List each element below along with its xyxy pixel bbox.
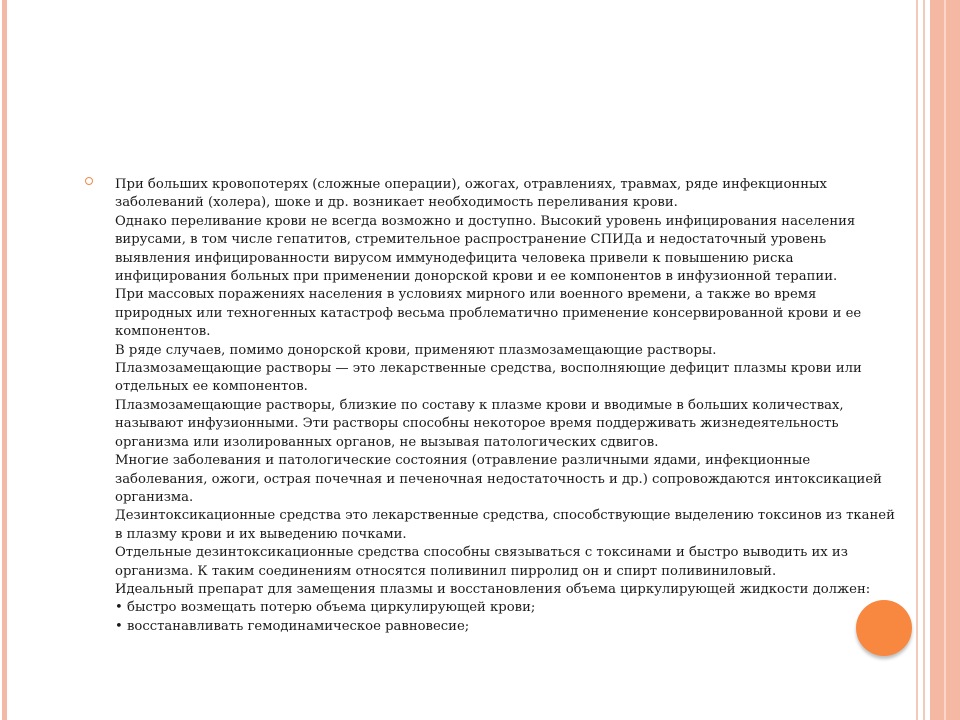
paragraph: Многие заболевания и патологические состояния (отравление различными ядами, инфекционные заболевания, ожоги, острая почечная и печеночная недостаточность и др.) сопровождаются интоксикацией организма. (115, 453, 882, 505)
paragraph: Отдельные дезинтоксикационные средства способны связываться с токсинами и быстро выводить их из организма. К таким соединениям относятся поливинил пирролид он и спирт поливиниловый. (115, 545, 848, 579)
paragraph: При больших кровопотерях (сложные операции), ожогах, отравлениях, травмах, ряде инфекционных заболеваний (холера), шоке и др. возникает необходимость переливания крови. (115, 177, 827, 211)
paragraph: Плазмозамещающие растворы — это лекарственные средства, восполняющие дефицит плазмы крови или отдельных ее компонентов. (115, 361, 862, 395)
paragraph: Идеальный препарат для замещения плазмы и восстановления объема циркулирующей жидкости должен: (115, 581, 871, 597)
paragraph: Однако переливание крови не всегда возможно и доступно. Высокий уровень инфицирования населения вирусами, в том числе гепатитов, стремительное распространение СПИДа и недостаточный уровень выявления инфицированности вирусом иммунодефицита человека привели к повышению риска инфицирования больных при применении донорской крови и ее компонентов в инфузионной терапии. (115, 213, 856, 285)
sub-bullet-item (115, 599, 895, 617)
paragraph: Плазмозамещающие растворы, близкие по составу к плазме крови и вводимые в больших количествах, называют инфузионными. Эти растворы способны некоторое время поддерживать жизнедеятельность организма или изолированных органов, не вызывая патологических сдвигов. (115, 397, 844, 450)
bullet-circle-icon (85, 177, 93, 185)
orange-circle-decoration (856, 600, 912, 656)
sub-bullet-text: восстанавливать гемодинамическое равновесие; (127, 618, 470, 634)
sub-bullet-item (115, 618, 895, 636)
bullet-dot-icon: • (115, 600, 123, 616)
sub-bullet-text: быстро возмещать потерю объема циркулирующей крови; (127, 600, 536, 616)
right-border-line (923, 0, 925, 720)
right-border-line (916, 0, 918, 720)
paragraph: Дезинтоксикационные средства это лекарственные средства, способствующие выделению токсинов из тканей в плазму крови и их выведению почками. (115, 508, 895, 542)
right-border-inner-line (944, 0, 946, 720)
left-decorative-stripe (2, 0, 7, 720)
paragraph: При массовых поражениях населения в условиях мирного или военного времени, а также во время природных или техногенных катастроф весьма проблематично применение консервированной крови и ее компонентов. (115, 287, 862, 340)
paragraph: В ряде случаев, помимо донорской крови, применяют плазмозамещающие растворы. (115, 342, 717, 358)
bullet-dot-icon: • (115, 618, 123, 634)
slide-body-text (115, 176, 895, 636)
right-decorative-border (916, 0, 960, 720)
